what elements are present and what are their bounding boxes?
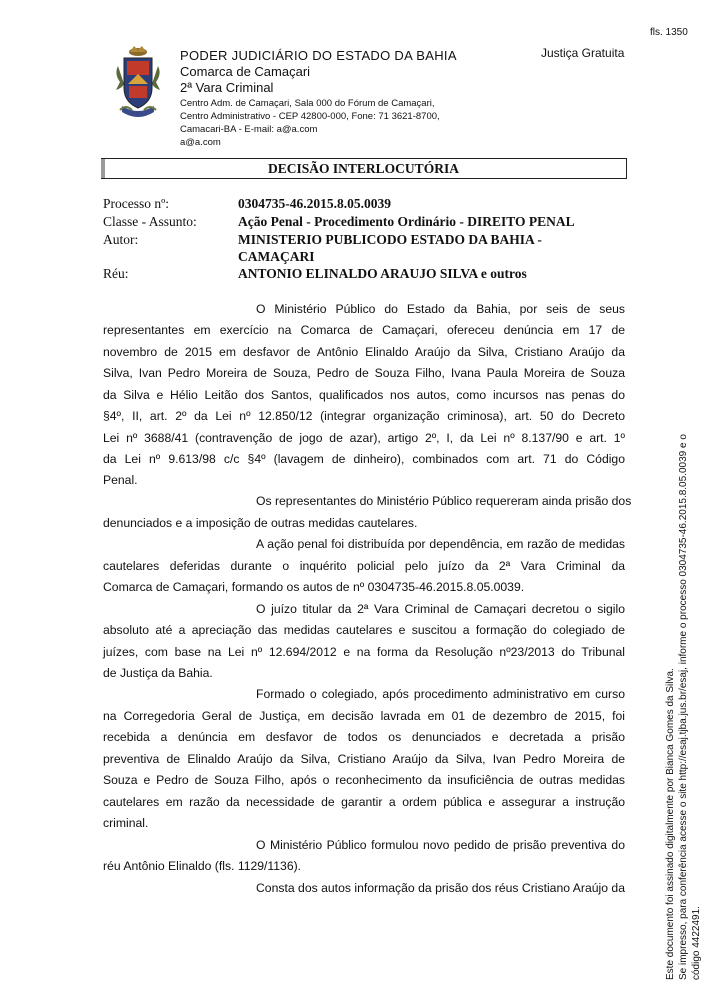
body-line: Penal. [103, 473, 138, 487]
body-line: denunciados e a imposição de outras medidas cautelares. [103, 516, 418, 530]
body-line: criminal. [103, 816, 149, 830]
page-number: fls. 1350 [650, 27, 688, 38]
author-value: MINISTERIO PUBLICODO ESTADO DA BAHIA - [238, 232, 542, 247]
body-line: juízes, com base na Lei nº 12.694/2012 e na forma da Resolução nº23/2013 do Tribunal [103, 645, 625, 659]
body-line: Souza e Pedro de Souza Filho, após o reconhecimento da insuficiência de outras medidas [103, 773, 625, 787]
body-line: Silva, Ivan Pedro Moreira de Souza, Pedro de Souza Filho, Ivana Paula Moreira de Souza [103, 366, 625, 380]
digital-signature-notice [664, 420, 703, 980]
defendant-value: ANTONIO ELINALDO ARAUJO SILVA e outros [238, 266, 527, 281]
body-line: novembro de 2015 em desfavor de Antônio Elinaldo Araújo da Silva, Cristiano Araújo da [103, 345, 625, 359]
class-value: Ação Penal - Procedimento Ordinário - DIREITO PENAL [238, 214, 575, 229]
body-line: absoluto até a apreciação das medidas cautelares e suscitou a formação do colegiado de [103, 623, 625, 637]
body-line: Lei nº 3688/41 (contravenção de jogo de azar), artigo 2º, I, da Lei nº 8.137/90 e art. 1º [103, 431, 625, 445]
address-line: Centro Adm. de Camaçari, Sala 000 do Fórum de Camaçari, [180, 98, 435, 109]
body-line: preventiva de Elinaldo Araújo da Silva, Cristiano Araújo da Silva, Ivan Pedro Moreira de [103, 752, 625, 766]
address-line: Camacari-BA - E-mail: a@a.com [180, 124, 318, 135]
body-line: O Ministério Público formulou novo pedido de prisão preventiva do [256, 838, 625, 852]
body-line: de Justiça da Bahia. [103, 666, 213, 680]
body-line: réu Antônio Elinaldo (fls. 1129/1136). [103, 859, 302, 873]
body-line: Os representantes do Ministério Público requereram ainda prisão dos [256, 494, 632, 508]
body-line: representantes em exercício na Comarca de Camaçari, ofereceu denúncia em 17 de [103, 323, 625, 337]
body-line: Formado o colegiado, após procedimento administrativo em curso [256, 687, 625, 701]
process-label: Processo nº: [103, 196, 170, 211]
division-name: 2ª Vara Criminal [180, 80, 274, 95]
body-line: A ação penal foi distribuída por dependência, em razão de medidas [256, 537, 625, 551]
body-line: §4º, II, art. 2º da Lei nº 12.850/12 (integrar organização criminosa), art. 50 do Decreto [103, 409, 625, 423]
author-value-continued: CAMAÇARI [238, 249, 315, 264]
process-value: 0304735-46.2015.8.05.0039 [238, 196, 391, 211]
court-name: PODER JUDICIÁRIO DO ESTADO DA BAHIA [180, 48, 457, 63]
body-line: Consta dos autos informação da prisão dos réus Cristiano Araújo da [256, 881, 625, 895]
document-title: DECISÃO INTERLOCUTÓRIA [101, 158, 627, 179]
body-line: O juízo titular da 2ª Vara Criminal de Camaçari decretou o sigilo [256, 602, 625, 616]
district-name: Comarca de Camaçari [180, 64, 311, 79]
body-line: da Lei nº 9.613/98 c/c §4º (lavagem de dinheiro), combinados com art. 71 do Código [103, 452, 625, 466]
address-line: Centro Administrativo - CEP 42800-000, Fone: 71 3621-8700, [180, 111, 440, 122]
signature-line: Este documento foi assinado digitalmente por Bianca Gomes da Silva. [665, 668, 676, 980]
body-line: da Silva e Hélio Leitão dos Santos, qualificados nos autos, como incursos nas penas do [103, 388, 625, 402]
body-line: Comarca de Camaçari, formando os autos de nº 0304735-46.2015.8.05.0039. [103, 580, 525, 594]
address-line: a@a.com [180, 137, 221, 148]
verification-line: Se impresso, para conferência acesse o site http://esaj.tjba.jus.br/esaj, informe o processo 0304735-46.2015.8.05.0039 e o código 4422491. [678, 434, 702, 980]
coat-of-arms-logo [112, 44, 164, 124]
body-line: na Corregedoria Geral de Justiça, em decisão lavrada em 01 de dezembro de 2015, foi [103, 709, 625, 723]
body-line: cautelares em razão da necessidade de garantir a ordem pública e assegurar a instrução [103, 795, 625, 809]
body-line: cautelares deferidas durante o inquérito policial pelo juízo da 2ª Vara Criminal da [103, 559, 625, 573]
defendant-label: Réu: [103, 266, 129, 281]
author-label: Autor: [103, 232, 139, 247]
free-justice-label: Justiça Gratuita [541, 46, 625, 60]
class-label: Classe - Assunto: [103, 214, 197, 229]
body-line: recebida a denúncia em desfavor de todos os denunciados e decretada a prisão [103, 730, 625, 744]
body-line: O Ministério Público do Estado da Bahia, por seis de seus [256, 302, 625, 316]
